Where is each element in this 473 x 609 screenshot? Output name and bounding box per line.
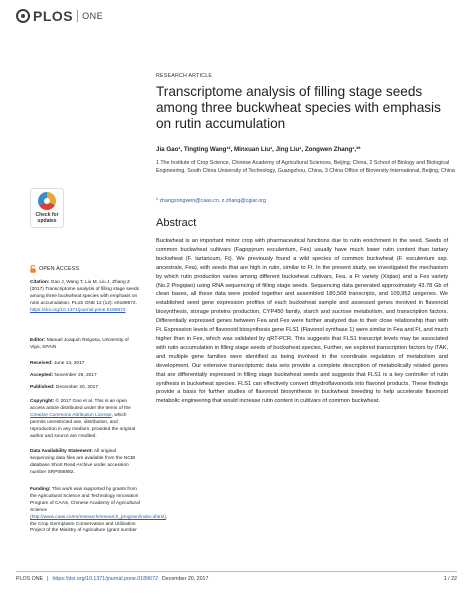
open-lock-icon (30, 265, 36, 273)
logo-divider (77, 10, 78, 22)
footer-divider (16, 571, 457, 572)
author-list: Jia Gao¹, Tingting Wang¹², Minxuan Liu¹, Jing Liu¹, Zongwen Zhang¹,³* (156, 146, 361, 153)
footer-date: December 20, 2017 (161, 576, 209, 582)
funding-block (30, 487, 168, 535)
footer-journal: PLOS ONE (16, 576, 44, 582)
citation-doi-link[interactable]: https://doi.org/10.1371/journal.pone.0189672 (30, 307, 126, 313)
page-number: 1 / 22 (443, 576, 457, 582)
editor-label: Editor: (30, 338, 46, 343)
badge-line-1: Check for (35, 212, 59, 218)
funding-text-1: This work was supported by grants from the Agricultural Science and Technology Innovation Program of CAAS, Chinese Academy of Agricultural Science (30, 487, 140, 513)
accepted-date: November 29, 2017 (54, 373, 97, 378)
journal-name: ONE (82, 11, 104, 21)
published-date: December 20, 2017 (55, 385, 99, 390)
editor-block (30, 338, 140, 352)
logo-text: PLOS (33, 8, 74, 24)
data-availability-block (30, 449, 140, 477)
updates-icon (38, 192, 56, 210)
corresponding-email[interactable]: * zhangzongwen@caas.cn, z.zhang@cgiar.org (156, 198, 266, 204)
footer-doi-link[interactable]: https://doi.org/10.1371/journal.pone.0189672 (52, 576, 158, 582)
copyright-label: Copyright: (30, 399, 55, 404)
editor-text: Manuel Joaquin Reigosa, University of Vigo, SPAIN (30, 338, 129, 350)
article-title: Transcriptome analysis of filling stage seeds among three buckwheat species with emphasis on rutin accumulation (156, 84, 441, 131)
copyright-text-2: , which permits unrestricted use, distribution, and reproduction in any medium, provided the original author and source are credited. (30, 412, 136, 439)
copyright-block (30, 399, 140, 440)
section-tag: RESEARCH ARTICLE (156, 73, 213, 79)
received-label: Received: (30, 361, 53, 366)
check-for-updates-badge[interactable] (30, 188, 64, 228)
funding-link[interactable]: (http://www.caas.cn/en/research/research_program/index.shtml) (30, 514, 166, 520)
citation-text: Gao J, Wang T, Liu M, Liu J, Zhang Z (2017) Transcriptome analysis of filling stage seeds among three buckwheat species with emphasis on rutin accumulation. PLoS ONE 12 (12): e0189672. (30, 280, 140, 306)
abstract-text: Buckwheat is an important minor crop with pharmaceutical functions due to rutin enrichment in the seed. Seeds of common buckwheat cultivars (Fagopyrum esculentum, Fes) usually have much lower rutin content than tartary buckwheat (F. tartaricum, Ft). We previously found a wild species of common buckwheat (F. esculentum ssp. ancestrale, Fea), with seeds that are high in rutin, similar to Ft. In the present study, we investigated the mechanism by which rutin production varies among different buckwheat cultivars, Fea, a Ft variety (Xiqiao) and a Fes variety (No.2 Pingqiao) using RNA sequencing of filling stage seeds. Sequencing data generated approximately 43.78 Gb of clean bases, all these data were pooled together and assembled 180,568 transcripts, and 109,952 unigenes. We established seed gene expression profiles of each buckwheat sample and assessed genes involved in flavonoid biosynthesis, storage proteins production, CYP450 family, starch and sucrose metabolism, and transcription factors. Differentially expressed genes between Fea and Fes were further analyzed due to their close relationship than with Ft. Expression levels of flavonoid biosynthesis gene FLS1 (Flavonol synthase 1) were similar in Fea and Ft, and much higher than in Fes, which was validated by qRT-PCR. This suggests that FLS1 transcript levels may be associated with rutin accumulation in filling stage seeds of buckwheat species. Further, we explored transcription factors by iTAK, and multiple gene families were identified as being involved in the coordinate regulation of metabolism and development. Our extensive transcriptomic data sets provide a complete description of metabolically related genes that are differentially expressed in filling stage buckwheat seeds and suggests that FLS1 is a key controller of rutin synthesis in buckwheat species. FLS1 can effectively convert dihydroflavonoids into flavonol products. These findings provide a basis for further studies of flavonoid biosynthesis in buckwheat breeding to help accelerate flavonoid metabolic engineering that would increase rutin content in cultivars of common buckwheat. (156, 238, 448, 405)
citation-block (30, 280, 140, 315)
cc-license-link[interactable]: Creative Commons Attribution License (30, 412, 112, 418)
abstract-heading: Abstract (156, 217, 197, 229)
received-date: June 13, 2017 (54, 361, 85, 366)
open-access-label (30, 265, 79, 273)
funding-label: Funding: (30, 487, 51, 492)
footer-separator: | (47, 576, 49, 582)
data-availability-label: Data Availability Statement: (30, 449, 93, 454)
copyright-text-1: © 2017 Gao et al. This is an open access article distributed under the terms of the (30, 399, 131, 411)
affiliations: 1 The Institute of Crop Science, Chinese Academy of Agricultural Sciences, Beijing, China, 2 School of Biology and Biological Engineering, South China University of Technology, Guangzhou, China, 3 China Office of Bioversity International, Beijing, China (156, 160, 455, 174)
page-footer (16, 576, 457, 582)
accepted-block (30, 373, 140, 380)
citation-label: Citation: (30, 280, 50, 285)
plos-logo-icon (16, 9, 30, 23)
data-availability-text: All original sequencing data files are available from the NCBI database Short Read Archive under accession number SRP066982. (30, 449, 136, 475)
accepted-label: Accepted: (30, 373, 54, 378)
received-block (30, 361, 140, 368)
published-block (30, 385, 140, 392)
open-access-text: OPEN ACCESS (39, 266, 80, 272)
published-label: Published: (30, 385, 55, 390)
funding-text-2: , the Crop Germplasm Conservation and Utilization Project of the Ministry of Agriculture (grant number (30, 514, 168, 534)
plos-logo[interactable] (16, 7, 103, 25)
badge-line-2: updates (37, 218, 57, 224)
